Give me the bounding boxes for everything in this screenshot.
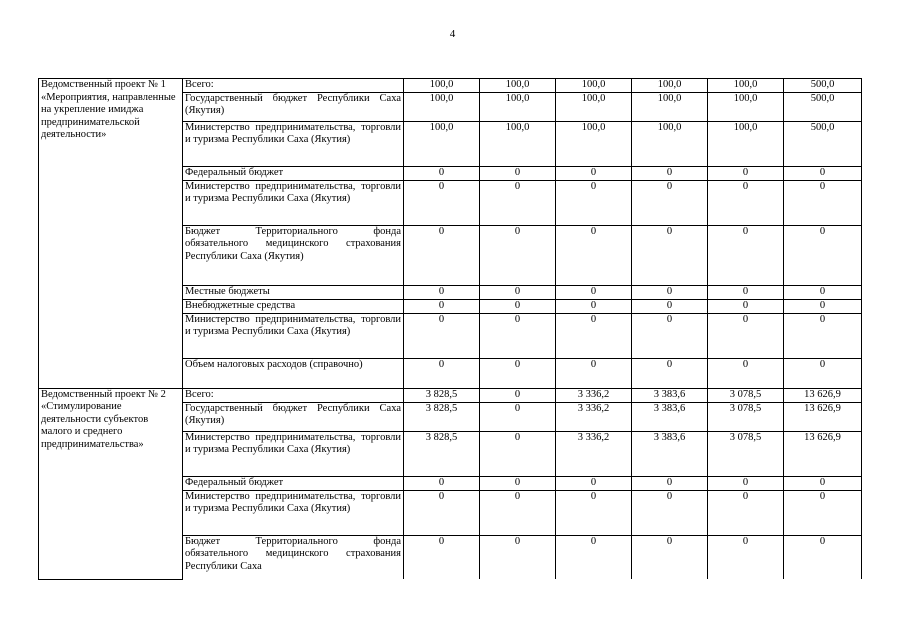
amount-cell: 0	[784, 299, 862, 313]
amount-cell: 0	[708, 490, 784, 535]
amount-cell: 13 626,9	[784, 431, 862, 476]
funding-source-cell: Министерство предпринимательства, торговли и туризма Республики Саха (Якутия)	[183, 121, 404, 166]
amount-cell: 0	[404, 299, 480, 313]
amount-cell: 0	[480, 535, 556, 579]
amount-cell: 0	[556, 299, 632, 313]
amount-cell: 0	[784, 225, 862, 285]
amount-cell: 0	[708, 180, 784, 225]
amount-cell: 3 828,5	[404, 402, 480, 431]
amount-cell: 100,0	[632, 92, 708, 121]
amount-cell: 100,0	[708, 79, 784, 93]
amount-cell: 100,0	[480, 92, 556, 121]
amount-cell: 0	[480, 388, 556, 402]
amount-cell: 100,0	[480, 79, 556, 93]
amount-cell: 3 828,5	[404, 388, 480, 402]
amount-cell: 0	[556, 358, 632, 388]
amount-cell: 0	[480, 313, 556, 358]
amount-cell: 0	[556, 490, 632, 535]
amount-cell: 0	[784, 490, 862, 535]
funding-source-cell: Федеральный бюджет	[183, 166, 404, 180]
amount-cell: 500,0	[784, 92, 862, 121]
amount-cell: 100,0	[480, 121, 556, 166]
amount-cell: 0	[784, 358, 862, 388]
amount-cell: 0	[480, 431, 556, 476]
funding-source-cell: Государственный бюджет Республики Саха (Якутия)	[183, 402, 404, 431]
amount-cell: 0	[480, 225, 556, 285]
amount-cell: 0	[556, 180, 632, 225]
amount-cell: 0	[556, 313, 632, 358]
amount-cell: 3 828,5	[404, 431, 480, 476]
amount-cell: 0	[632, 299, 708, 313]
funding-source-cell: Объем налоговых расходов (справочно)	[183, 358, 404, 388]
amount-cell: 0	[480, 299, 556, 313]
amount-cell: 3 383,6	[632, 388, 708, 402]
budget-table	[38, 78, 862, 580]
table-row	[39, 79, 862, 93]
amount-cell: 0	[632, 180, 708, 225]
project-name-cell: Ведомственный проект № 2 «Стимулирование деятельности субъектов малого и среднего предпринимательства»	[39, 388, 183, 579]
amount-cell: 100,0	[632, 79, 708, 93]
amount-cell: 3 078,5	[708, 388, 784, 402]
project-name-cell: Ведомственный проект № 1 «Мероприятия, направленные на укрепление имиджа предпринимательской деятельности»	[39, 79, 183, 389]
amount-cell: 0	[632, 358, 708, 388]
amount-cell: 100,0	[556, 79, 632, 93]
amount-cell: 0	[404, 180, 480, 225]
amount-cell: 3 383,6	[632, 402, 708, 431]
amount-cell: 0	[784, 313, 862, 358]
amount-cell: 0	[708, 285, 784, 299]
amount-cell: 0	[556, 476, 632, 490]
amount-cell: 500,0	[784, 121, 862, 166]
amount-cell: 0	[784, 535, 862, 579]
amount-cell: 0	[404, 535, 480, 579]
funding-source-cell: Внебюджетные средства	[183, 299, 404, 313]
amount-cell: 0	[708, 299, 784, 313]
amount-cell: 0	[632, 535, 708, 579]
page-number: 4	[449, 28, 456, 40]
amount-cell: 0	[708, 476, 784, 490]
amount-cell: 100,0	[404, 121, 480, 166]
amount-cell: 0	[556, 166, 632, 180]
amount-cell: 500,0	[784, 79, 862, 93]
amount-cell: 0	[480, 166, 556, 180]
amount-cell: 0	[404, 490, 480, 535]
amount-cell: 3 336,2	[556, 431, 632, 476]
table-row	[39, 388, 862, 402]
funding-source-cell: Всего:	[183, 388, 404, 402]
funding-source-cell: Федеральный бюджет	[183, 476, 404, 490]
amount-cell: 100,0	[404, 79, 480, 93]
amount-cell: 0	[632, 313, 708, 358]
amount-cell: 0	[784, 180, 862, 225]
funding-source-cell: Государственный бюджет Республики Саха (Якутия)	[183, 92, 404, 121]
funding-source-cell: Всего:	[183, 79, 404, 93]
amount-cell: 0	[708, 313, 784, 358]
amount-cell: 0	[632, 476, 708, 490]
amount-cell: 0	[632, 285, 708, 299]
amount-cell: 13 626,9	[784, 388, 862, 402]
funding-source-cell: Министерство предпринимательства, торговли и туризма Республики Саха (Якутия)	[183, 180, 404, 225]
amount-cell: 100,0	[632, 121, 708, 166]
funding-source-cell: Бюджет Территориального фонда обязательного медицинского страхования Республики Саха	[183, 535, 404, 579]
amount-cell: 3 383,6	[632, 431, 708, 476]
amount-cell: 100,0	[404, 92, 480, 121]
funding-source-cell: Министерство предпринимательства, торговли и туризма Республики Саха (Якутия)	[183, 431, 404, 476]
amount-cell: 0	[632, 166, 708, 180]
amount-cell: 0	[480, 490, 556, 535]
amount-cell: 3 336,2	[556, 402, 632, 431]
amount-cell: 0	[784, 476, 862, 490]
funding-source-cell: Министерство предпринимательства, торговли и туризма Республики Саха (Якутия)	[183, 490, 404, 535]
funding-source-cell: Бюджет Территориального фонда обязательного медицинского страхования Республики Саха (Якутия)	[183, 225, 404, 285]
amount-cell: 0	[708, 225, 784, 285]
amount-cell: 100,0	[556, 92, 632, 121]
amount-cell: 0	[480, 180, 556, 225]
budget-table-body	[39, 79, 862, 580]
amount-cell: 0	[404, 285, 480, 299]
amount-cell: 0	[480, 402, 556, 431]
amount-cell: 100,0	[556, 121, 632, 166]
amount-cell: 0	[404, 476, 480, 490]
amount-cell: 0	[480, 358, 556, 388]
funding-source-cell: Местные бюджеты	[183, 285, 404, 299]
amount-cell: 0	[632, 225, 708, 285]
amount-cell: 0	[404, 166, 480, 180]
amount-cell: 3 078,5	[708, 402, 784, 431]
amount-cell: 0	[556, 535, 632, 579]
amount-cell: 13 626,9	[784, 402, 862, 431]
amount-cell: 0	[784, 166, 862, 180]
amount-cell: 0	[556, 225, 632, 285]
amount-cell: 100,0	[708, 92, 784, 121]
amount-cell: 0	[784, 285, 862, 299]
funding-source-cell: Министерство предпринимательства, торговли и туризма Республики Саха (Якутия)	[183, 313, 404, 358]
amount-cell: 0	[556, 285, 632, 299]
amount-cell: 0	[708, 358, 784, 388]
amount-cell: 0	[708, 166, 784, 180]
amount-cell: 0	[404, 313, 480, 358]
amount-cell: 0	[632, 490, 708, 535]
amount-cell: 0	[404, 225, 480, 285]
amount-cell: 0	[480, 476, 556, 490]
amount-cell: 3 336,2	[556, 388, 632, 402]
amount-cell: 0	[708, 535, 784, 579]
amount-cell: 0	[480, 285, 556, 299]
amount-cell: 100,0	[708, 121, 784, 166]
amount-cell: 3 078,5	[708, 431, 784, 476]
amount-cell: 0	[404, 358, 480, 388]
